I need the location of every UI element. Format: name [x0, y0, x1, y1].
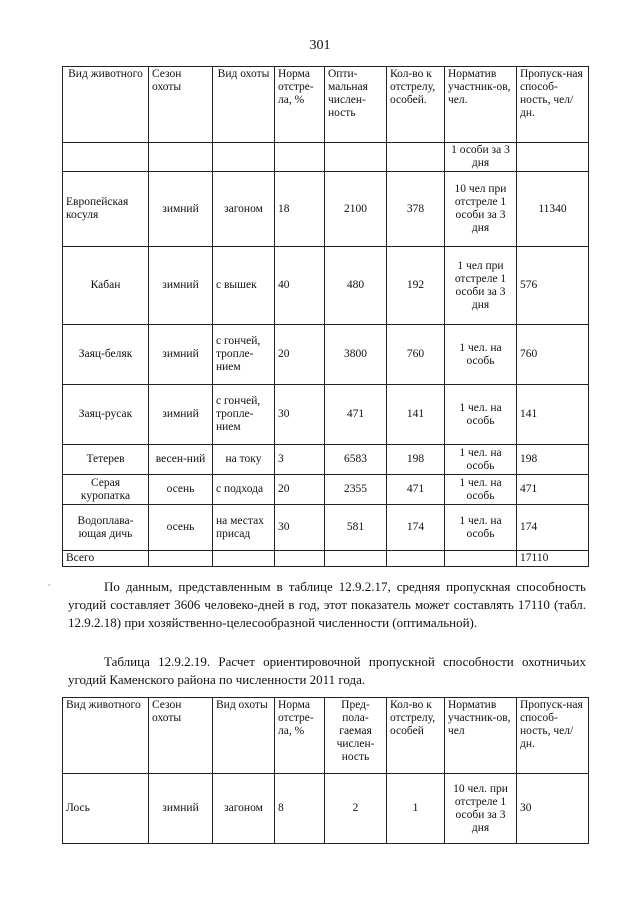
table-cell: 3: [275, 445, 325, 475]
page-number: 301: [309, 38, 331, 53]
table-cell: 480: [325, 247, 387, 325]
table-cell: 3800: [325, 325, 387, 385]
table-row: [63, 475, 589, 505]
table-cell: 1: [387, 774, 445, 844]
table-cell: загоном: [213, 774, 275, 844]
table-cell: с подхода: [213, 475, 275, 505]
table-cell: 1 особи за 3 дня: [445, 143, 517, 172]
table-row: [63, 445, 589, 475]
table-cell: 581: [325, 505, 387, 551]
table-cell: 174: [387, 505, 445, 551]
table-cell: Европейская косуля: [63, 172, 149, 247]
total-label: Всего: [63, 551, 149, 567]
header-cell: Пропуск-ная способ-ность, чел/дн.: [517, 698, 589, 774]
table-cell: Заяц-русак: [63, 385, 149, 445]
table-cell: 141: [387, 385, 445, 445]
table-cell: 2100: [325, 172, 387, 247]
table-cell: с гончей, тропле-нием: [213, 385, 275, 445]
table-cell: [213, 551, 275, 567]
table-cell: [325, 143, 387, 172]
table-cell: 30: [517, 774, 589, 844]
table-cell: 1 чел. на особь: [445, 385, 517, 445]
table-cell: Кабан: [63, 247, 149, 325]
header-cell: Норматив участник-ов, чел: [445, 698, 517, 774]
table-cell: 198: [517, 445, 589, 475]
table-cell: 192: [387, 247, 445, 325]
table-cell: Заяц-беляк: [63, 325, 149, 385]
table-cell: [149, 143, 213, 172]
header-cell: Вид охоты: [213, 67, 275, 143]
table-caption: Таблица 12.9.2.19. Расчет ориентировочной пропускной способности охотничьих угодий Каменского района по численности 2011 года.: [68, 654, 586, 687]
table-cell: 576: [517, 247, 589, 325]
header-cell: Норматив участник-ов, чел.: [445, 67, 517, 143]
table-cell: осень: [149, 475, 213, 505]
header-cell: Вид животного: [63, 67, 149, 143]
table-cell: 1 чел. на особь: [445, 505, 517, 551]
header-cell: Кол-во к отстрелу, особей: [387, 698, 445, 774]
table-harvest-2011: [62, 697, 589, 844]
table-cell: 30: [275, 385, 325, 445]
table-cell: 10 чел. при отстреле 1 особи за 3 дня: [445, 774, 517, 844]
table-cell: с гончей, тропле-нием: [213, 325, 275, 385]
table-cell: 1 чел. на особь: [445, 475, 517, 505]
table-row: [63, 505, 589, 551]
table-cell: 6583: [325, 445, 387, 475]
table-cell: 40: [275, 247, 325, 325]
table-cell: 2: [325, 774, 387, 844]
table-cell: 30: [275, 505, 325, 551]
table-row: [63, 385, 589, 445]
header-cell: Сезон охоты: [149, 67, 213, 143]
header-cell: Опти-мальная числен-ность: [325, 67, 387, 143]
table-cell: 471: [517, 475, 589, 505]
table-cell: 1 чел. на особь: [445, 445, 517, 475]
table-cell: 8: [275, 774, 325, 844]
table-cell: [149, 551, 213, 567]
table-cell: [325, 551, 387, 567]
table-cell: на току: [213, 445, 275, 475]
table-cell: Лось: [63, 774, 149, 844]
table-row: [63, 774, 589, 844]
table-cell: 1 чел. на особь: [445, 325, 517, 385]
table-cell: 760: [517, 325, 589, 385]
table-cell: 198: [387, 445, 445, 475]
table-cell: зимний: [149, 385, 213, 445]
table-cell: зимний: [149, 325, 213, 385]
header-cell: Вид охоты: [213, 698, 275, 774]
table-cell: 141: [517, 385, 589, 445]
total-value: 17110: [517, 551, 589, 567]
table-cell: 18: [275, 172, 325, 247]
table-cell: 20: [275, 325, 325, 385]
table-cell: Водоплава-ющая дичь: [63, 505, 149, 551]
header-cell: Вид животного: [63, 698, 149, 774]
table-cell: весен-ний: [149, 445, 213, 475]
table-cell: загоном: [213, 172, 275, 247]
table-cell: 378: [387, 172, 445, 247]
table-cell: 471: [387, 475, 445, 505]
table-cell: 471: [325, 385, 387, 445]
header-cell: Сезон охоты: [149, 698, 213, 774]
table-harvest-optimal: [62, 66, 589, 567]
table-cell: зимний: [149, 247, 213, 325]
table-cell: 174: [517, 505, 589, 551]
table-cell: [387, 551, 445, 567]
table-row: [63, 325, 589, 385]
paragraph-summary: По данным, представленным в таблице 12.9.2.17, средняя пропускная способность угодий составляет 3606 человеко-дней в год, этот показатель может составлять 17110 (табл. 12.9.2.18) при хозяйственно-целесообразной численности (оптимальной).: [68, 579, 586, 630]
header-cell: Пропуск-ная способ-ность, чел/дн.: [517, 67, 589, 143]
header-cell: Норма отстре-ла, %: [275, 698, 325, 774]
header-cell: Пред-пола-гаемая числен-ность: [325, 698, 387, 774]
table-cell: 1 чел при отстреле 1 особи за 3 дня: [445, 247, 517, 325]
table-header-row: [63, 698, 589, 774]
table-cell: с вышек: [213, 247, 275, 325]
table-cell: Серая куропатка: [63, 475, 149, 505]
table-cell: 2355: [325, 475, 387, 505]
table-total-row: [63, 551, 589, 567]
table-cell: осень: [149, 505, 213, 551]
table-cell: на местах присад: [213, 505, 275, 551]
table-cell: [517, 143, 589, 172]
table-row: [63, 172, 589, 247]
table-cell: [275, 143, 325, 172]
table-cell: Тетерев: [63, 445, 149, 475]
table-row: [63, 143, 589, 172]
table-cell: [387, 143, 445, 172]
margin-mark: ,: [48, 577, 51, 587]
header-cell: Норма отстре-ла, %: [275, 67, 325, 143]
table-cell: [445, 551, 517, 567]
table-cell: [63, 143, 149, 172]
header-cell: Кол-во к отстрелу, особей.: [387, 67, 445, 143]
table-cell: 10 чел при отстреле 1 особи за 3 дня: [445, 172, 517, 247]
table-cell: [213, 143, 275, 172]
table-cell: 20: [275, 475, 325, 505]
table-cell: зимний: [149, 172, 213, 247]
table-row: [63, 247, 589, 325]
table-cell: зимний: [149, 774, 213, 844]
table-cell: [275, 551, 325, 567]
table-cell: 760: [387, 325, 445, 385]
table-cell: 11340: [517, 172, 589, 247]
table-header-row: [63, 67, 589, 143]
